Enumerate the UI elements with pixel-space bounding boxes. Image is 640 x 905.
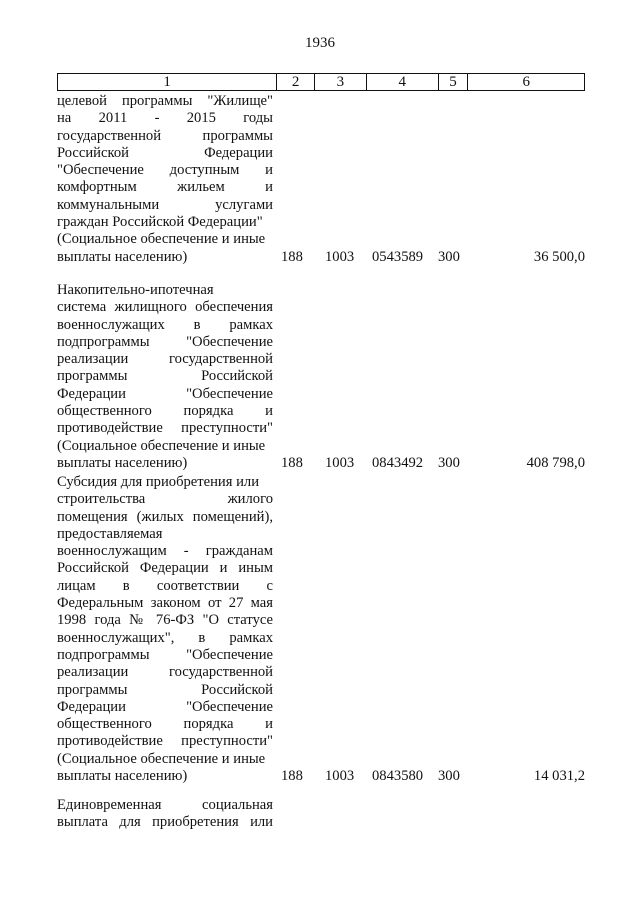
column-header-3: 3 bbox=[315, 74, 367, 90]
cell-col3: 1003 bbox=[325, 248, 355, 265]
text-line: выплаты населению) bbox=[57, 454, 188, 471]
text-line: комфортным жильем и bbox=[57, 179, 273, 196]
text-line: лицам в соответствии с bbox=[57, 577, 273, 594]
column-header-1: 1 bbox=[58, 74, 277, 90]
text-line: общественного порядка и bbox=[57, 716, 273, 733]
table-row bbox=[57, 797, 585, 832]
column-header-6: 6 bbox=[522, 74, 530, 90]
text-line: Накопительно-ипотечная bbox=[57, 282, 214, 298]
cell-col3: 1003 bbox=[325, 455, 355, 471]
text-line: "Обеспечение доступным и bbox=[57, 162, 273, 179]
cell-col4: 0843580 bbox=[372, 768, 424, 784]
text-line: система жилищного обеспечения bbox=[57, 299, 273, 316]
text-line: выплата для приобретения или bbox=[57, 814, 273, 831]
text-line: подпрограммы "Обеспечение bbox=[57, 333, 273, 350]
text-line: программы Российской bbox=[57, 681, 273, 698]
column-header-2: 2 bbox=[277, 74, 315, 90]
text-line: государственной программы bbox=[57, 127, 273, 144]
text-line: Федерации "Обеспечение bbox=[57, 385, 273, 402]
cell-col5: 300 bbox=[438, 768, 460, 784]
table-row bbox=[57, 93, 585, 266]
text-line: противодействие преступности" bbox=[57, 733, 273, 750]
cell-col5: 300 bbox=[438, 455, 460, 471]
text-line: реализации государственной bbox=[57, 351, 273, 368]
cell-col6: 36 500,0 bbox=[533, 248, 585, 265]
text-line: Российской Федерации bbox=[57, 144, 273, 161]
text-line: на 2011 - 2015 годы bbox=[57, 110, 273, 127]
text-line: военнослужащих", в рамках bbox=[57, 629, 273, 646]
text-line: (Социальное обеспечение и иные bbox=[57, 231, 266, 248]
text-line: подпрограммы "Обеспечение bbox=[57, 646, 273, 663]
text-line: Единовременная социальная bbox=[57, 797, 273, 813]
row-description bbox=[57, 282, 273, 472]
cell-col3: 1003 bbox=[325, 768, 355, 784]
cell-col5: 300 bbox=[438, 248, 460, 265]
cell-col4: 0543589 bbox=[372, 248, 424, 265]
table-header-row bbox=[57, 73, 585, 91]
text-line: Федеральным законом от 27 мая bbox=[57, 595, 273, 612]
text-line: Российской Федерации и иным bbox=[57, 560, 273, 577]
text-line: целевой программы "Жилище" bbox=[57, 93, 273, 109]
text-line: выплаты населению) bbox=[57, 248, 188, 265]
cell-col6: 14 031,2 bbox=[533, 768, 585, 784]
row-description bbox=[57, 474, 273, 785]
text-line: граждан Российской Федерации" bbox=[57, 214, 263, 231]
text-line: выплаты населению) bbox=[57, 768, 188, 785]
text-line: программы Российской bbox=[57, 368, 273, 385]
text-line: Субсидия для приобретения или bbox=[57, 474, 260, 490]
text-line: помещения (жилых помещений), bbox=[57, 508, 273, 525]
text-line: предоставляемая bbox=[57, 525, 163, 542]
text-line: (Социальное обеспечение и иные bbox=[57, 437, 266, 454]
cell-col2: 188 bbox=[281, 248, 303, 265]
cell-col2: 188 bbox=[281, 768, 303, 784]
text-line: военнослужащим - гражданам bbox=[57, 543, 273, 560]
cell-col2: 188 bbox=[281, 455, 303, 471]
column-header-5: 5 bbox=[439, 74, 469, 90]
text-line: коммунальными услугами bbox=[57, 196, 273, 213]
text-line: реализации государственной bbox=[57, 664, 273, 681]
column-header-4: 4 bbox=[367, 74, 439, 90]
text-line: противодействие преступности" bbox=[57, 420, 273, 437]
table-row bbox=[57, 474, 585, 785]
text-line: военнослужащих в рамках bbox=[57, 316, 273, 333]
cell-col4: 0843492 bbox=[372, 455, 424, 471]
text-line: (Социальное обеспечение и иные bbox=[57, 750, 266, 767]
cell-col6: 408 798,0 bbox=[526, 455, 585, 471]
row-description bbox=[57, 93, 273, 266]
text-line: общественного порядка и bbox=[57, 403, 273, 420]
page-number: 1936 bbox=[305, 35, 335, 51]
text-line: строительства жилого bbox=[57, 491, 273, 508]
row-description bbox=[57, 797, 273, 832]
text-line: Федерации "Обеспечение bbox=[57, 698, 273, 715]
text-line: 1998 года № 76-ФЗ "О статусе bbox=[57, 612, 273, 629]
table-row bbox=[57, 282, 585, 472]
